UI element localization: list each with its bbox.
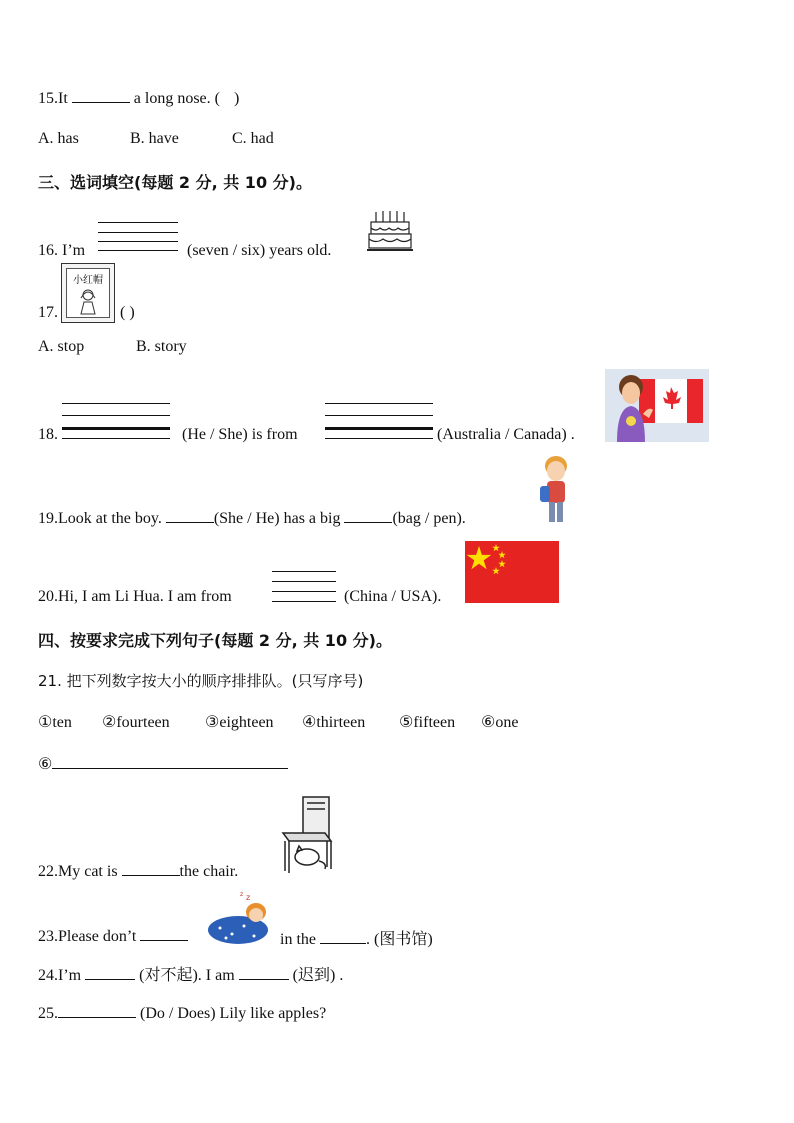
question-16 <box>38 242 85 260</box>
storybook-icon <box>61 263 115 323</box>
q22-blank[interactable] <box>122 861 180 876</box>
q15-option-c[interactable]: C. had <box>232 130 274 147</box>
q21-instruction: 21. 把下列数字按大小的顺序排排队。(只写序号) <box>38 672 364 690</box>
q17-options <box>38 338 187 356</box>
q25-blank[interactable] <box>58 1003 136 1018</box>
section-3-title: 三、选词填空(每题 2 分, 共 10 分)。 <box>38 173 312 192</box>
q19-blank-1[interactable] <box>166 508 214 523</box>
q17-option-a[interactable]: A. stop <box>38 338 85 355</box>
q20-text-b: (China / USA). <box>344 588 442 605</box>
section-4-title: 四、按要求完成下列句子(每题 2 分, 共 10 分)。 <box>38 631 392 650</box>
svg-text:z: z <box>240 892 244 898</box>
question-25 <box>38 1003 326 1023</box>
q16-prefix: 16. I’m <box>38 242 86 259</box>
q16-four-line-blank[interactable] <box>98 222 178 252</box>
q21-item: ②fourteen <box>102 714 170 731</box>
q15-text-a: 15.It <box>38 90 68 107</box>
q24-text-b: (对不起). I am <box>139 967 235 984</box>
q22-text-a: 22.My cat is <box>38 863 118 880</box>
q23-text-b: in the <box>280 931 316 948</box>
little-girl-drawing <box>67 286 109 316</box>
q18-number: 18. <box>38 426 58 443</box>
q15-blank[interactable] <box>72 88 130 103</box>
book-cover-label: 小红帽 <box>73 275 103 286</box>
q19-text-c: (bag / pen). <box>392 510 466 527</box>
q23-text-a: 23.Please don’t <box>38 928 137 945</box>
q24-blank-1[interactable] <box>85 965 135 980</box>
q23-blank-1[interactable] <box>140 926 188 941</box>
q17-number: 17. <box>38 304 58 321</box>
q18-four-line-blank-2[interactable] <box>325 403 433 441</box>
question-23 <box>38 926 188 946</box>
q18-mid: (He / She) is from <box>182 426 298 443</box>
q21-item: ⑤fifteen <box>399 714 456 731</box>
q15-options <box>38 130 274 148</box>
q21-item: ①ten <box>38 714 72 731</box>
q15-text-c: ) <box>233 90 240 107</box>
q20-text-a: 20.Hi, I am Li Hua. I am from <box>38 588 232 605</box>
q19-blank-2[interactable] <box>344 508 392 523</box>
q20-four-line-blank[interactable] <box>272 571 336 603</box>
q23-blank-2[interactable] <box>320 929 366 944</box>
canada-boy-image <box>605 369 709 442</box>
q24-text-a: 24.I’m <box>38 967 82 984</box>
q16-suffix: (seven / six) years old. <box>187 242 332 259</box>
q21-item: ③eighteen <box>205 714 274 731</box>
q15-option-b[interactable]: B. have <box>130 130 179 147</box>
q25-text-b: (Do / Does) Lily like apples? <box>140 1005 327 1022</box>
q18-suffix: (Australia / Canada) . <box>437 426 575 443</box>
q17-option-b[interactable]: B. story <box>136 338 187 355</box>
q21-answer-prefix: ⑥ <box>38 756 53 773</box>
q21-item: ⑥one <box>481 714 519 731</box>
q21-items <box>38 712 518 732</box>
q19-text-a: 19.Look at the boy. <box>38 510 162 527</box>
chair-with-cat-image <box>277 795 333 875</box>
q19-text-b: (She / He) has a big <box>213 510 341 527</box>
sleeping-child-image <box>206 892 274 946</box>
china-flag-image <box>465 541 559 603</box>
q21-answer-blank[interactable] <box>52 754 288 769</box>
q17-answer-paren[interactable]: ( ) <box>120 304 135 321</box>
q23-text-c: . (图书馆) <box>366 931 433 948</box>
question-19 <box>38 508 466 528</box>
q24-blank-2[interactable] <box>239 965 289 980</box>
svg-text:z: z <box>246 893 251 902</box>
question-24 <box>38 962 343 985</box>
q21-answer-line <box>38 754 288 774</box>
question-15 <box>38 88 239 108</box>
boy-with-bag-image <box>536 454 576 524</box>
q21-item: ④thirteen <box>302 714 366 731</box>
q22-text-b: the chair. <box>179 863 239 880</box>
q18-four-line-blank-1[interactable] <box>62 403 170 441</box>
q15-text-b: a long nose. ( <box>133 90 220 107</box>
question-22 <box>38 861 238 881</box>
q25-text-a: 25. <box>38 1005 58 1022</box>
q24-text-c: (迟到) . <box>292 967 344 984</box>
q15-option-a[interactable]: A. has <box>38 130 79 147</box>
birthday-cake-icon <box>366 208 414 254</box>
question-23-rest <box>280 926 433 949</box>
